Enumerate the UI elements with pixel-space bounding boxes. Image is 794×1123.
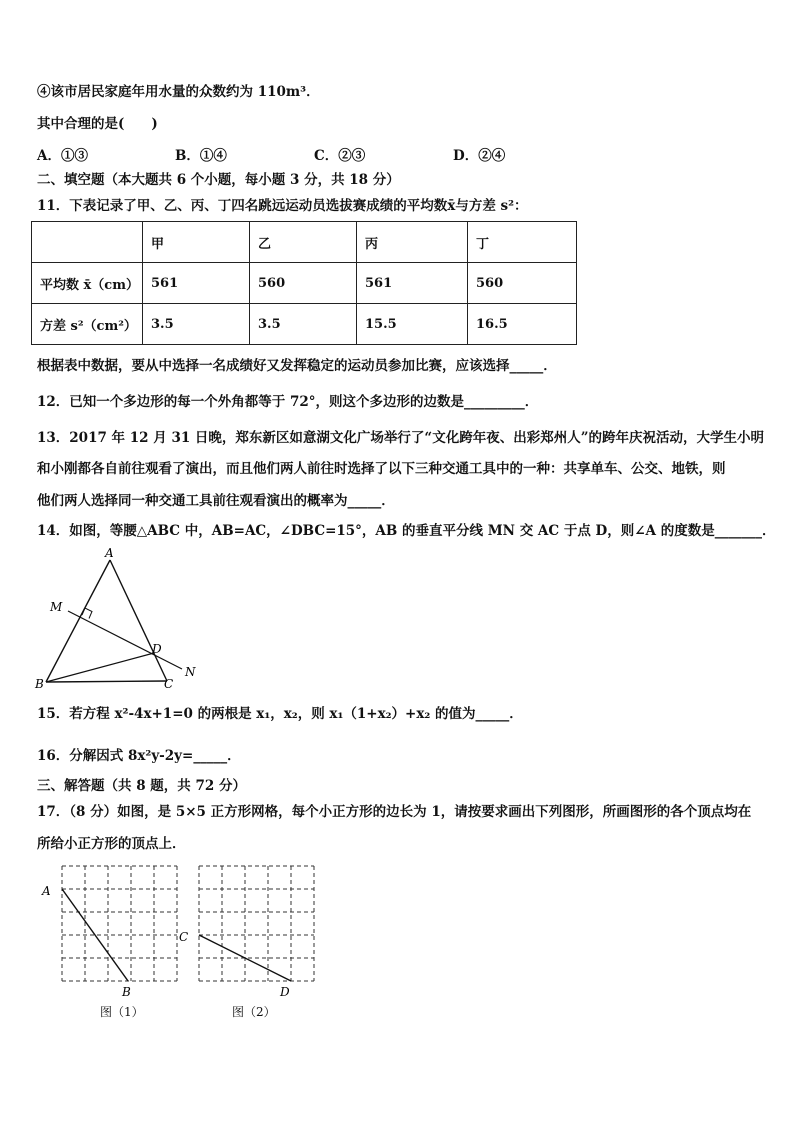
label-b: B bbox=[122, 985, 131, 999]
line-bd bbox=[46, 653, 154, 682]
table-cell: 16.5 bbox=[468, 304, 577, 345]
label-c: C bbox=[164, 677, 174, 691]
label-m: M bbox=[50, 600, 63, 614]
table-cell: 561 bbox=[143, 263, 250, 304]
label-a: A bbox=[105, 546, 114, 560]
table-cell: 3.5 bbox=[250, 304, 357, 345]
q17-line-2: 所给小正方形的顶点上． bbox=[37, 836, 186, 852]
table-row bbox=[32, 263, 577, 304]
section-3-heading: 三、解答题（共 8 题，共 72 分） bbox=[37, 778, 246, 794]
q11-after-text: 根据表中数据，要从中选择一名成绩好又发挥稳定的运动员参加比赛，应该选择_____． bbox=[37, 358, 557, 374]
grid-figure-2 bbox=[175, 860, 335, 1000]
label-a: A bbox=[42, 884, 51, 898]
table-cell: 560 bbox=[250, 263, 357, 304]
question-reasonable: 其中合理的是( ) bbox=[37, 116, 158, 132]
table-cell: 甲 bbox=[143, 222, 250, 263]
table-cell: 560 bbox=[468, 263, 577, 304]
table-cell: 561 bbox=[357, 263, 468, 304]
table-cell: 丁 bbox=[468, 222, 577, 263]
section-2-heading: 二、填空题（本大题共 6 个小题，每小题 3 分，共 18 分） bbox=[37, 172, 400, 188]
q16-text: 16．分解因式 8x²y-2y=_____． bbox=[37, 748, 241, 764]
q13-line-1: 13．2017 年 12 月 31 日晚，郑东新区如意湖文化广场举行了“文化跨年夜、出彩郑州人”的跨年庆祝活动，大学生小明 bbox=[37, 430, 764, 446]
grid-figure-1 bbox=[38, 860, 198, 1000]
label-c: C bbox=[179, 930, 189, 944]
table-cell: 乙 bbox=[250, 222, 357, 263]
label-d: D bbox=[280, 985, 290, 999]
label-d: D bbox=[152, 642, 162, 656]
stats-table bbox=[31, 221, 577, 345]
table-cell bbox=[32, 222, 143, 263]
table-cell: 15.5 bbox=[357, 304, 468, 345]
table-cell: 方差 s²（cm²） bbox=[32, 304, 143, 345]
option-c: C．②③ bbox=[314, 148, 366, 164]
q12-text: 12．已知一个多边形的每一个外角都等于 72°，则这个多边形的边数是_________． bbox=[37, 394, 539, 410]
option-b: B．①④ bbox=[175, 148, 227, 164]
table-row bbox=[32, 304, 577, 345]
q15-text: 15．若方程 x²-4x+1=0 的两根是 x₁，x₂，则 x₁（1+x₂）+x₂ 的值为_____． bbox=[37, 706, 523, 722]
item-4-text: ④该市居民家庭年用水量的众数约为 110m³． bbox=[37, 84, 320, 100]
grid-lines bbox=[62, 866, 177, 981]
table-cell: 3.5 bbox=[143, 304, 250, 345]
side-bc bbox=[46, 681, 167, 682]
label-n: N bbox=[185, 665, 196, 679]
q17-line-1: 17．（8 分）如图，是 5×5 正方形网格，每个小正方形的边长为 1，请按要求画出下列图形，所画图形的各个顶点均在 bbox=[37, 804, 752, 820]
q14-text: 14．如图，等腰△ABC 中，AB=AC，∠DBC=15°，AB 的垂直平分线 MN 交 AC 于点 D，则∠A 的度数是_______． bbox=[37, 523, 776, 539]
option-a: A．①③ bbox=[37, 148, 88, 164]
option-d: D．②④ bbox=[453, 148, 506, 164]
triangle-figure bbox=[30, 545, 210, 695]
table-header-row bbox=[32, 222, 577, 263]
q11-text: 11．下表记录了甲、乙、丙、丁四名跳远运动员选拔赛成绩的平均数x̄与方差 s²： bbox=[37, 198, 528, 214]
label-b: B bbox=[35, 677, 44, 691]
q13-line-3: 他们两人选择同一种交通工具前往观看演出的概率为_____． bbox=[37, 493, 395, 509]
caption-figure-1: 图（1） bbox=[100, 1005, 144, 1019]
side-ab bbox=[46, 560, 110, 682]
table-cell: 丙 bbox=[357, 222, 468, 263]
table-cell: 平均数 x̄（cm） bbox=[32, 263, 143, 304]
q13-line-2: 和小刚都各自前往观看了演出，而且他们两人前往时选择了以下三种交通工具中的一种：共享单车、公交、地铁，则 bbox=[37, 461, 726, 477]
caption-figure-2: 图（2） bbox=[232, 1005, 276, 1019]
